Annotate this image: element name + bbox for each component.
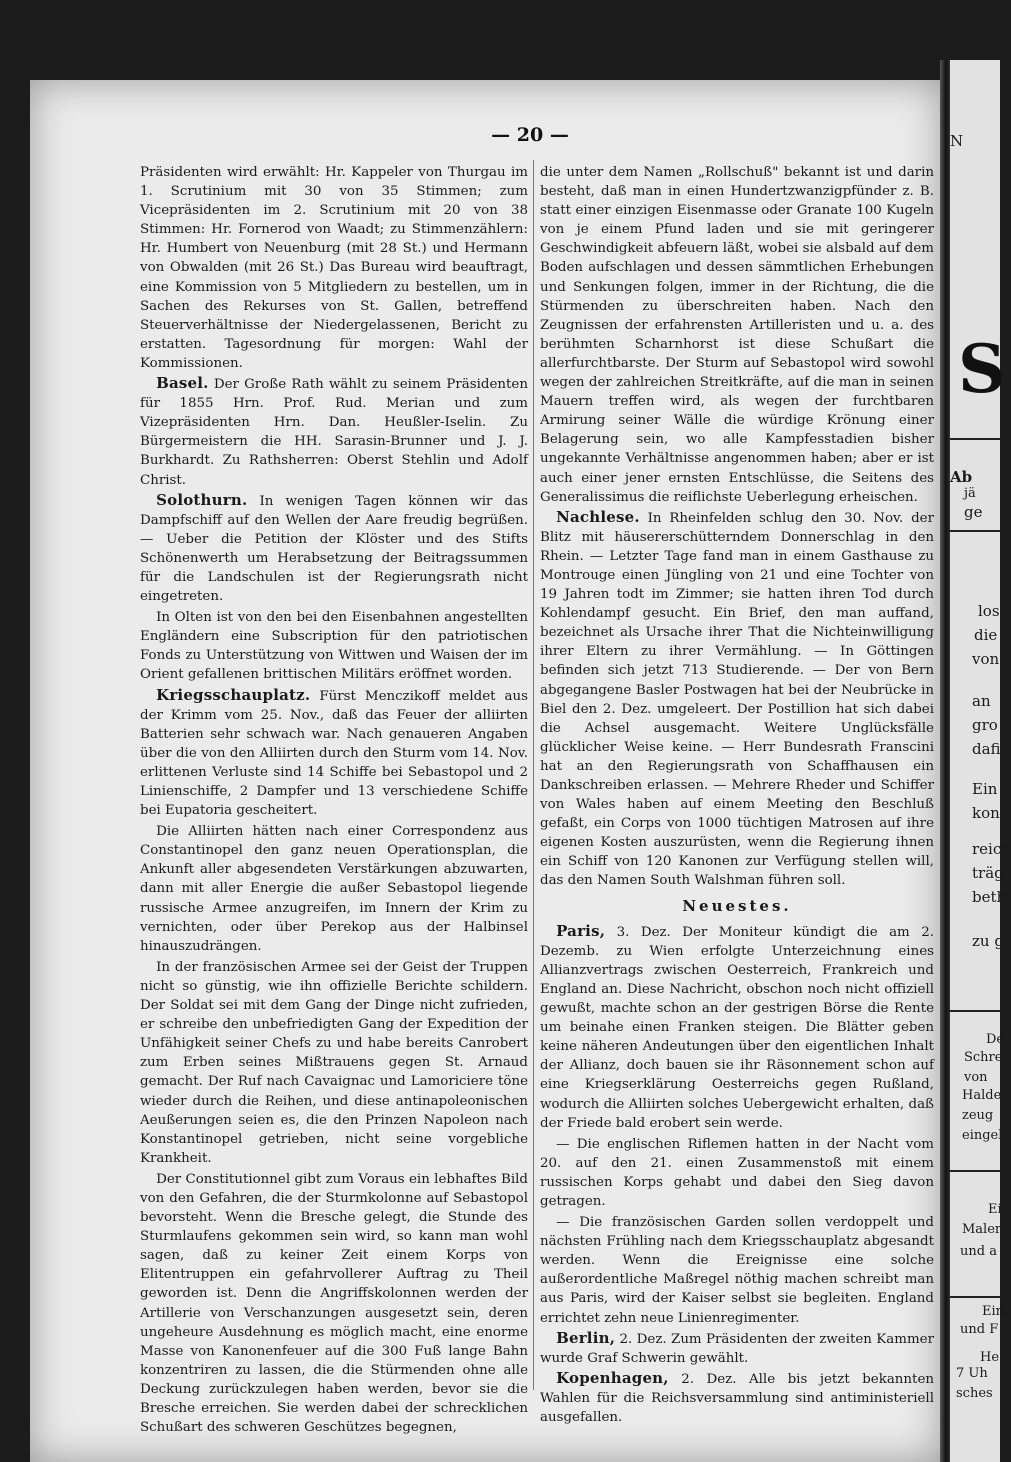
paragraph-text: — Die englischen Riflemen hatten in der Nacht vom 20. auf den 21. einen Zusammenstoß mit einem russischen Korps gehabt und dabei den Sieg davon getragen.	[540, 1136, 934, 1209]
section-heading-kriegsschauplatz: Kriegsschauplatz.	[156, 685, 311, 704]
fragment-text: Schre	[964, 1050, 1003, 1065]
facing-page-fragment	[950, 60, 1011, 1462]
paragraph	[540, 508, 934, 891]
fragment-text: ge	[964, 503, 983, 521]
paragraph-text: die unter dem Namen „Rollschuß" bekannt ist und darin besteht, daß man in einen Hundertzwanzigpfünder z. B. statt einer einzigen Eisenmasse oder Granate 100 Kugeln von je einem Pfund laden und sie mit geringerer Geschwindigkeit abfeuern läßt, wobei sie alsbald auf dem Boden aufschlagen und dessen sämmtlichen Erhebungen und Senkungen folgen, immer in der Richtung, die die Stürmenden zu überschreiten haben. Nach den Zeugnissen der erfahrensten Artilleristen und u. a. des berühmten Scharnhorst ist diese Schußart die allerfurchtbarste. Der Sturm auf Sebastopol wird sowohl wegen der zahlreichen Streitkräfte, auf die man in seinen Mauern treffen wird, als wegen der furchtbaren Armirung seiner Wälle die würdige Krönung einer Belagerung sein, wo alle Kampfesstadien bisher ungekannte Verhältnisse angenommen haben; aber er ist auch einer jener ernsten Entschlüsse, die Seitens des Generalissimus die reiflichste Ueberlegung erheischen.	[540, 165, 934, 505]
page-number: — 20 —	[491, 124, 569, 146]
fragment-text: von	[972, 650, 1000, 668]
fragment-text: Ein	[982, 1304, 1005, 1319]
fragment-rule	[950, 530, 1000, 532]
paragraph	[140, 1169, 528, 1437]
left-column	[140, 162, 528, 1438]
paragraph	[140, 821, 528, 956]
paragraph-heading: Paris,	[556, 921, 606, 940]
fragment-rule	[950, 1010, 1000, 1012]
fragment-text: zu g	[972, 932, 1004, 950]
paragraph	[540, 1329, 934, 1368]
fragment-text: De	[986, 1032, 1005, 1047]
paragraph	[140, 957, 528, 1168]
paragraph-text: In wenigen Tagen können wir das Dampfschiff auf den Wellen der Aare freudig begrüßen. — Ueber die Petition der Klöster und des Stifts Schönenwerth um Herabsetzung der Beitragssummen für die Landschulen ist der Regierungsrath nicht eingetreten.	[140, 493, 528, 605]
right-column	[540, 162, 934, 1428]
fragment-text: eingel	[962, 1128, 1003, 1143]
fragment-text: losi	[978, 602, 1005, 620]
fragment-text: Ein	[972, 780, 998, 798]
paragraph	[540, 162, 934, 507]
fragment-text: an	[972, 692, 991, 710]
fragment-large-letter: S	[958, 330, 1006, 408]
paragraph-heading: Kopenhagen,	[556, 1368, 669, 1387]
paragraph	[540, 1212, 934, 1328]
fragment-text: beth	[972, 888, 1007, 906]
paragraph-text: In Olten ist von den bei den Eisenbahnen angestellten Engländern eine Subscription für den patriotischen Fonds zu Unterstützung von Wittwen und Waisen der im Orient gefallenen brittischen Militärs eröffnet worden.	[140, 610, 528, 683]
paragraph	[540, 922, 934, 1133]
paragraph	[140, 686, 528, 821]
paragraph-text: Fürst Menczikoff meldet aus der Krimm vom 25. Nov., daß das Feuer der alliirten Batterien sehr schwach war. Nach genaueren Angaben über die von den Alliirten durch den Sturm vom 14. Nov. erlittenen Verluste sind 14 Schiffe bei Sebastopol und 2 Linienschiffe, 2 Dampfer und 13 verschiedene Schiffe bei Eupatoria gescheitert.	[140, 688, 528, 819]
fragment-text: reich	[972, 840, 1011, 858]
fragment-text: und F	[960, 1322, 999, 1337]
paragraph-text: In Rheinfelden schlug den 30. Nov. der Blitz mit häusererschütterndem Donnerschlag in den Rhein. — Letzter Tage fand man in einem Gasthause zu Montrouge einen Jüngling von 21 und eine Tochter von 19 Jahren todt im Zimmer; sie hatten ihren Tod durch Kohlendampf gesucht. Ein Brief, den man auffand, bezeichnet als Ursache ihrer That die Nichteinwilligung ihrer Eltern zu ihrer Vermählung. — In Göttingen befinden sich jetzt 713 Studierende. — Der von Bern abgegangene Basler Postwagen hat bei der Neubrücke in Biel den 2. Dez. umgeleert. Der Postillion hat sich dabei die Achsel ausgemacht. Weitere Unglücksfälle glücklicher Weise keine. — Herr Bundesrath Franscini hat an den Regierungsrath von Schaffhausen ein Dankschreiben erlassen. — Mehrere Rheder und Schiffer von Wales haben auf einem Meeting den Beschluß gefaßt, ein Corps von 1000 tüchtigen Matrosen auf ihre eigenen Kosten auszurüsten, wenn die Regierung ihnen ein Schiff von 120 Kanonen zur Verfügung stellen will, das den Namen South Walshman führen soll.	[540, 510, 934, 889]
fragment-text: jä	[964, 486, 976, 501]
section-heading-nachlese: Nachlese.	[556, 507, 640, 526]
paragraph	[540, 1134, 934, 1211]
fragment-rule	[950, 1170, 1000, 1172]
fragment-text: Halde	[962, 1088, 1002, 1103]
fragment-text: träg	[972, 864, 1004, 882]
fragment-text: Ab	[950, 468, 973, 486]
fragment-rule	[950, 1296, 1000, 1298]
fragment-text: Maler	[962, 1222, 1002, 1237]
paragraph-text: 2. Dez. Alle bis jetzt bekannten Wahlen für die Reichsversammlung sind antiministeriell ausgefallen.	[540, 1371, 934, 1425]
fragment-text: 7 Uh	[956, 1366, 988, 1381]
fragment-text: sches	[956, 1386, 993, 1401]
paragraph	[140, 162, 528, 373]
fragment-text: die	[974, 626, 998, 644]
column-divider	[533, 160, 534, 1390]
fragment-text: dafi	[972, 740, 1001, 758]
paragraph-text: Der Große Rath wählt zu seinem Präsidenten für 1855 Hrn. Prof. Rud. Merian und zum Vizepräsidenten Hrn. Dan. Heußler-Iselin. Zu Bürgermeistern die HH. Sarasin-Brunner und J. J. Burkhardt. Zu Rathsherren: Oberst Stehlin und Adolf Christ.	[140, 377, 528, 488]
paragraph-text: Der Constitutionnel gibt zum Voraus ein lebhaftes Bild von den Gefahren, die der Sturmkolonne auf Sebastopol bevorsteht. Wenn die Bresche gelegt, die Stunde des Sturmlaufens gekommen sein wird, so kann man wohl sagen, daß zu keiner Zeit einem Korps von Elitentruppen ein gefahrvollerer Auftrag zu Theil geworden ist. Denn die Angriffskolonnen werden der Artillerie von Verschanzungen ausgesetzt sein, deren ungeheure Ausdehnung es möglich macht, eine enorme Masse von Kanonenfeuer auf die 300 Fuß lange Bahn konzentriren zu lassen, die die Stürmenden ohne alle Deckung zurückzulegen haben werden, bevor sie die Bresche erreichen. Sie werden dabei der schrecklichen Schußart des schweren Geschützes begegnen,	[140, 1171, 528, 1436]
paragraph	[140, 491, 528, 607]
paragraph-text: In der französischen Armee sei der Geist der Truppen nicht so günstig, wie ihn offizielle Berichte schildern. Der Soldat sei mit dem Gang der Dinge nicht zufrieden, er schreibe den unbefriedigten Gang der Expedition der Unfähigkeit seiner Chefs zu und habe bereits Canrobert zum Erben seines Mißtrauens gegen St. Arnaud gemacht. Der Ruf nach Cavaignac und Lamoriciere töne wieder durch die Reihen, und diese antinapoleonischen Aeußerungen seien es, die den Prinzen Napoleon nach Konstantinopel getrieben, nicht seine vorgebliche Krankheit.	[140, 959, 528, 1166]
paragraph	[140, 607, 528, 684]
fragment-text: He	[980, 1350, 1000, 1365]
paragraph-heading: Berlin,	[556, 1328, 616, 1347]
fragment-text: kon	[972, 804, 1000, 822]
fragment-text: und a	[960, 1244, 997, 1259]
paragraph-text: Präsidenten wird erwählt: Hr. Kappeler von Thurgau im 1. Scrutinium mit 30 von 35 Stimmen; zum Vicepräsidenten im 2. Scrutinium mit 20 von 38 Stimmen: Hr. Fornerod von Waadt; zu Stimmenzählern: Hr. Humbert von Neuenburg (mit 28 St.) und Hermann von Obwalden (mit 26 St.) Das Bureau wird beauftragt, eine Kommission von 5 Mitgliedern zu bestellen, um in Sachen des Rekurses von St. Gallen, betreffend Steuerverhältnisse der Niedergelassenen, Bericht zu erstatten. Tagesordnung für morgen: Wahl der Kommissionen.	[140, 165, 528, 371]
paragraph-text: — Die französischen Garden sollen verdoppelt und nächsten Frühling nach dem Kriegsschauplatz abgesandt werden. Wenn die Ereignisse eine solche außerordentliche Maßregel nöthig machen schreibt man aus Paris, wird der Kaiser selbst sie begleiten. England errichtet zehn neue Linienregimenter.	[540, 1215, 934, 1326]
paragraph-text: Die Alliirten hätten nach einer Correspondenz aus Constantinopel den ganz neuen Operationsplan, die Ankunft aller abgesendeten Verstärkungen abzuwarten, dann mit aller Energie die außer Sebastopol liegende russische Armee anzugreifen, im Innern der Krim zu vernichten, oder über Perekop aus der Halbinsel hinauszudrängen.	[140, 824, 528, 954]
paragraph-heading: Basel.	[156, 374, 209, 393]
paragraph-text: 2. Dez. Zum Präsidenten der zweiten Kammer wurde Graf Schwerin gewählt.	[540, 1331, 934, 1366]
fragment-text: N	[950, 132, 964, 150]
paragraph-text: 3. Dez. Der Moniteur kündigt die am 2. Dezemb. zu Wien erfolgte Unterzeichnung eines Allianzvertrags zwischen Oesterreich, Frankreich und England an. Diese Nachricht, obschon noch nicht offiziell gewußt, machte schon an der gestrigen Börse die Rente um beinahe einen Franken steigen. Die Blätter geben keine näheren Andeutungen über den eigentlichen Inhalt der Allianz, doch bauen sie ihr Räsonnement schon auf eine Kriegserklärung Oesterreichs gegen Rußland, wodurch die Alliirten solches Uebergewicht erhalten, daß der Friede bald erobert sein werde.	[540, 924, 934, 1131]
paragraph	[540, 1369, 934, 1427]
section-heading-neuestes: Neuestes.	[682, 896, 792, 915]
paragraph	[140, 374, 528, 490]
fragment-text: gro	[972, 716, 998, 734]
fragment-rule	[950, 438, 1000, 440]
paragraph-heading: Solothurn.	[156, 490, 248, 509]
fragment-text: von	[964, 1070, 988, 1085]
fragment-text: zeug	[962, 1108, 994, 1123]
fragment-text: Ein	[988, 1202, 1011, 1217]
